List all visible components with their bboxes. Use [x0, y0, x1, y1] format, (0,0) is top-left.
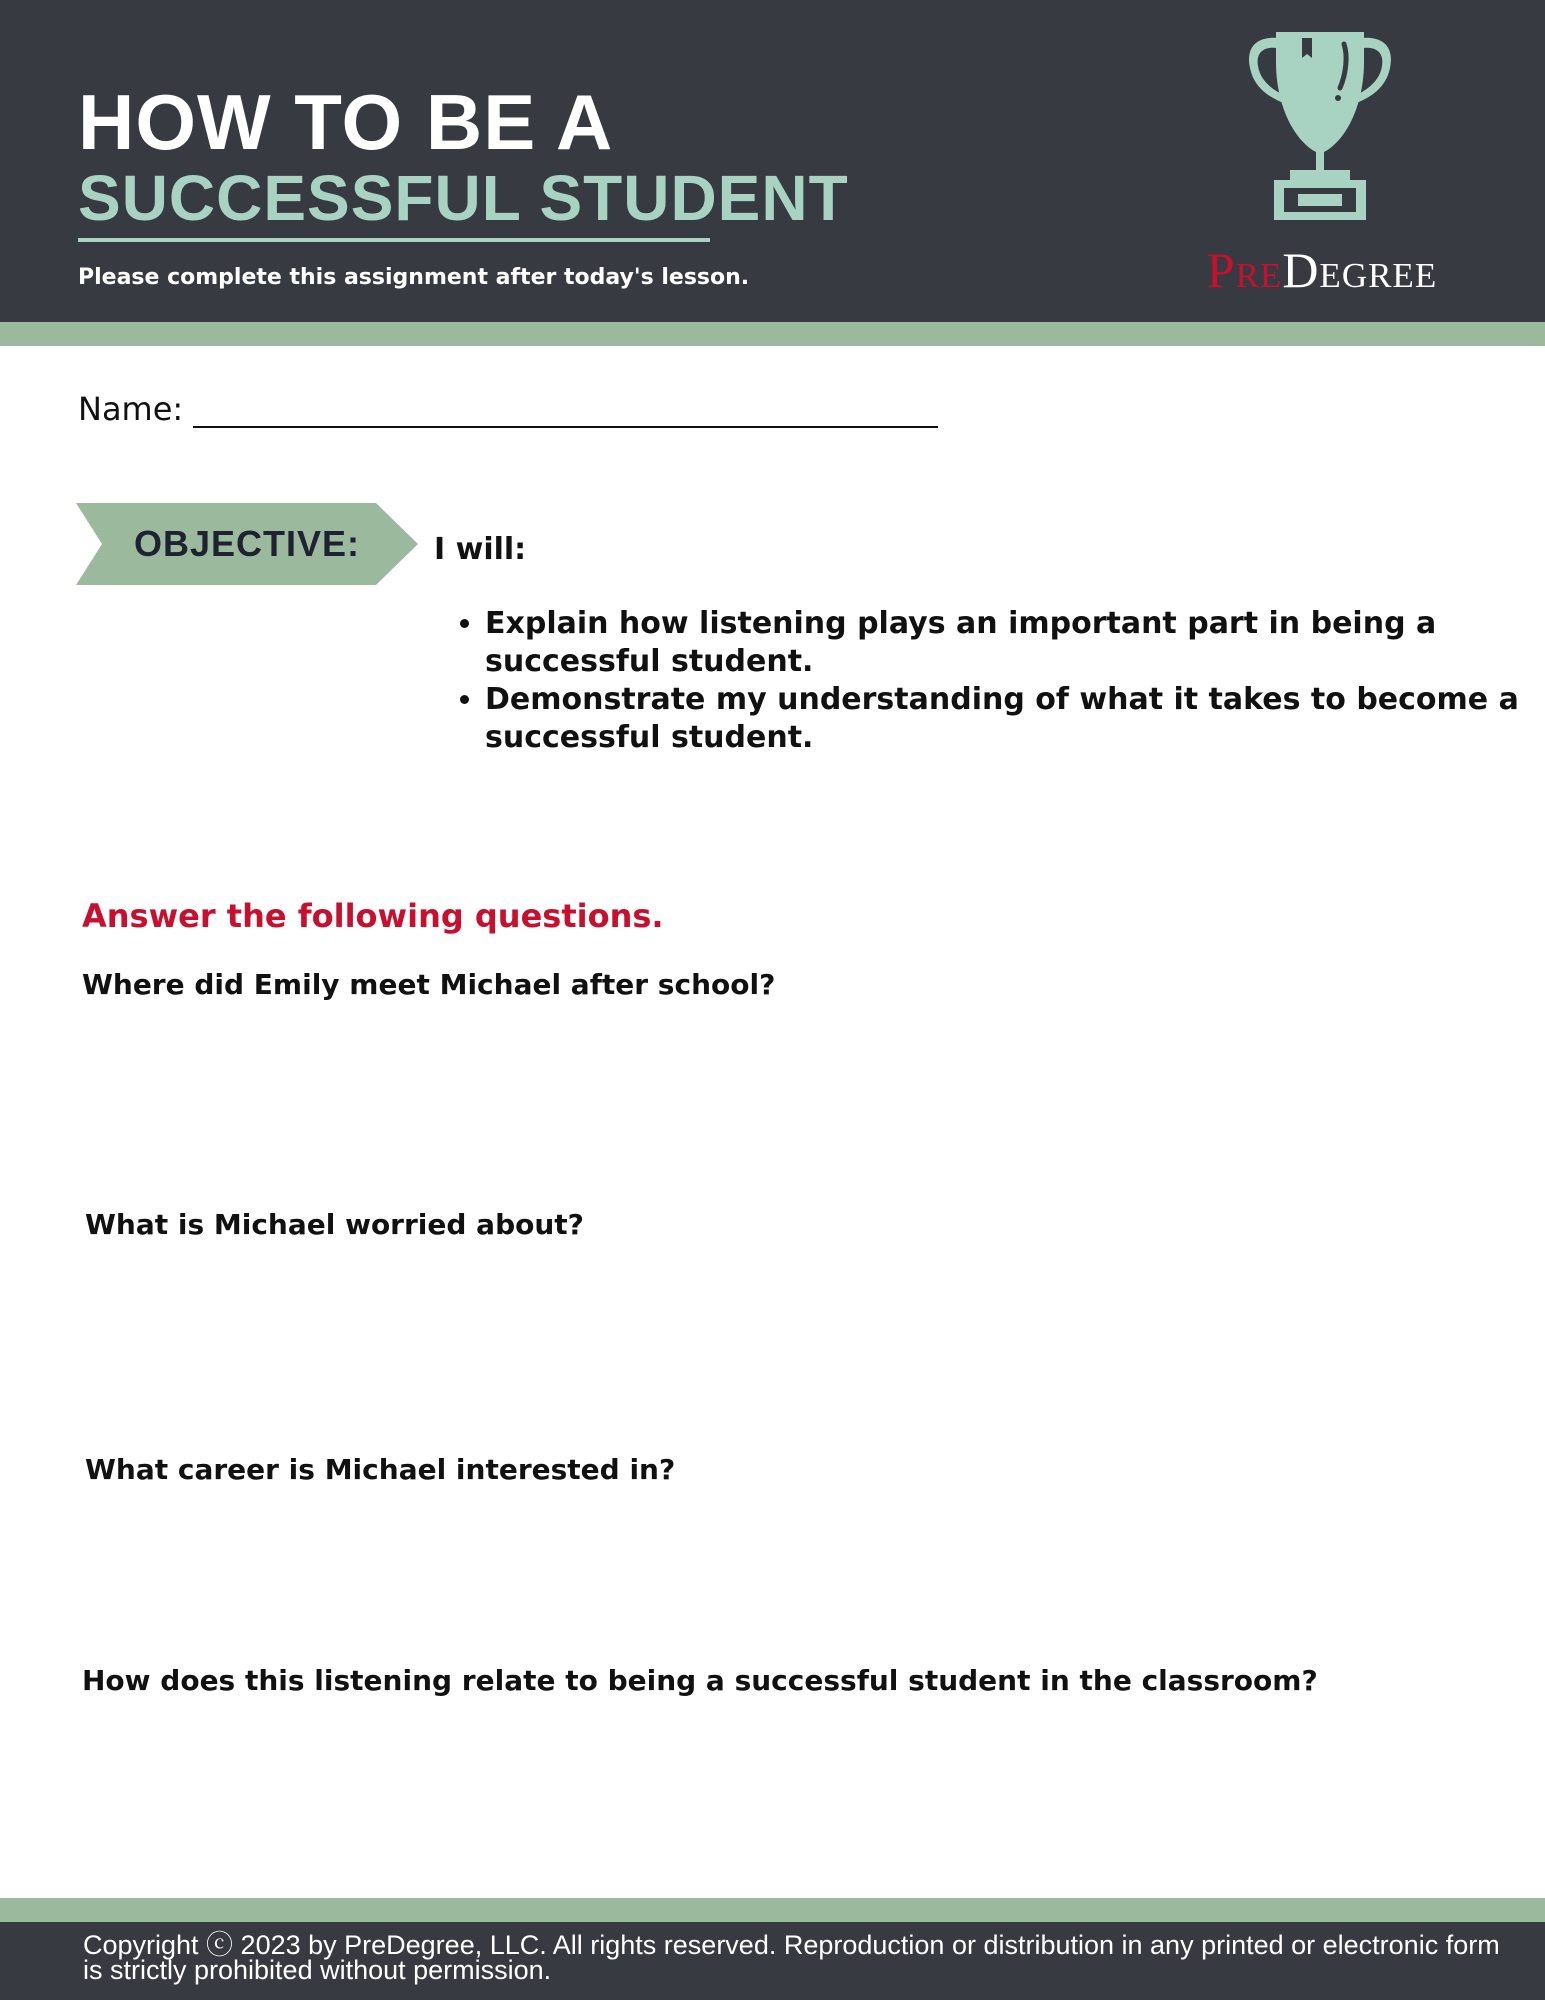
questions-instructions: Answer the following questions. [82, 897, 664, 935]
objective-item: • Explain how listening plays an important part in being a successful student. [485, 605, 1545, 681]
objective-intro: I will: [434, 532, 527, 567]
footer-accent-band [0, 1898, 1545, 1922]
question-3: What career is Michael interested in? [85, 1453, 676, 1486]
page-title-line1: HOW TO BE A [78, 78, 614, 166]
objective-item: • Demonstrate my understanding of what it takes to become a successful student. [485, 681, 1545, 757]
name-input-line[interactable] [193, 396, 938, 428]
title-underline [78, 238, 710, 242]
name-label: Name: [78, 390, 184, 428]
question-4: How does this listening relate to being a successful student in the classroom? [82, 1664, 1318, 1697]
name-field [78, 390, 938, 428]
assignment-instructions: Please complete this assignment after today's lesson. [78, 265, 750, 290]
objective-list [450, 605, 1545, 757]
question-2: What is Michael worried about? [85, 1208, 584, 1241]
copyright-notice: Copyright ⓒ 2023 by PreDegree, LLC. All rights reserved. Reproduction or distribution in any printed or electronic form is strictly prohibited without permission. [83, 1930, 1500, 1985]
trophy-icon [1240, 24, 1400, 220]
question-1: Where did Emily meet Michael after school? [82, 968, 776, 1001]
predegree-logo: PreDegree [1206, 242, 1438, 298]
header-accent-band [0, 322, 1545, 346]
objective-label: OBJECTIVE: [133, 523, 361, 564]
page-title-line2: SUCCESSFUL STUDENT [78, 162, 849, 234]
